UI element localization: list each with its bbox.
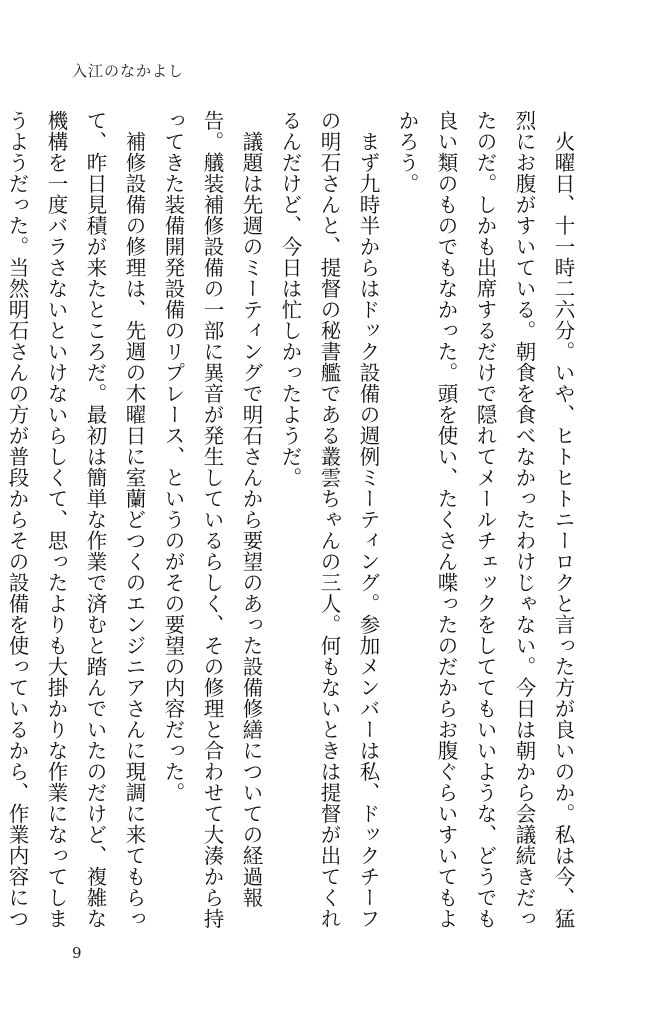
body-text (5, 110, 582, 930)
running-head: 入江のなかよし (72, 62, 185, 80)
paragraph: 火曜日、十一時二六分。いや、ヒトヒトニーロクと言った方が良いのか。私は今、猛烈にお腹がすいている。朝食を食べなかったわけじゃない。今日は朝から会議続きだったのだ。しかも出席するだけで隠れてメールチェックをしててもいいような、どうでも良い類のものでもなかった。頭を使い、たくさん喋ったのだからお腹ぐらいすいてもよかろう。 (395, 110, 575, 929)
page-number: 9 (72, 944, 82, 962)
paragraph: まず九時半からはドック設備の週例ミーティング。参加メンバーは私、ドックチーフの明石さんと、提督の秘書艦である叢雲ちゃんの三人。何もないときは提督が出てくれるんだけど、今日は忙しかったようだ。 (278, 110, 380, 929)
paragraph: 補修設備の修理は、先週の木曜日に室蘭どつくのエンジニアさんに現調に来てもらって、昨日見積が来たところだ。最初は簡単な作業で済むと踏んでいたのだけど、複雑な機構を一度バラさないといけないらしくて、思ったよりも大掛かりな作業になってしまうようだった。当然明石さんの方が普段からその設備を使っているから、作業内容につ (5, 110, 146, 929)
paragraph: 議題は先週のミーティングで明石さんから要望のあった設備修繕についての経過報告。艤装補修設備の一部に異音が発生しているらしく、その修理と合わせて大湊から持ってきた装備開発設備のリプレース、というのがその要望の内容だった。 (161, 110, 263, 929)
